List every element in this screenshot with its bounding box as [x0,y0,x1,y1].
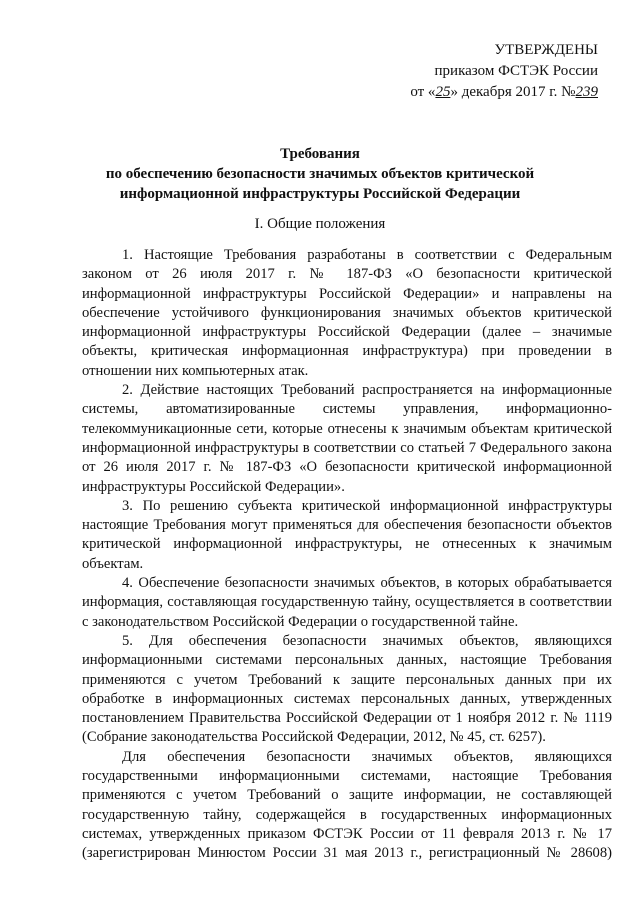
approval-order: приказом ФСТЭК России [434,63,598,79]
document-title [60,144,580,204]
date-prefix: от « [410,84,436,100]
paragraph-5-continued: Для обеспечения безопасности значимых объектов, являющихся государственными информационными системами, настоящие Требования применяются с учетом Требований о защите информации, не составляющей государственную тайну, содержащейся в государственных информационных системах, утвержденных приказом ФСТЭК России от 11 февраля 2013 г. № 17 (зарегистрирован Минюстом России 31 мая 2013 г., регистрационный № 28608) [82,748,612,862]
paragraph-5: 5. Для обеспечения безопасности значимых объектов, являющихся информационными системами персональных данных, настоящие Требования применяются с учетом Требований к защите персональных данных при их обработке в информационных системах персональных данных, утвержденных постановлением Правительства Российской Федерации от 1 ноября 2012 г. № 1119 (Собрание законодательства Российской Федерации, 2012, № 45, ст. 6257). [82,632,612,746]
title-line-2: по обеспечению безопасности значимых объектов критической [105,166,535,182]
handwritten-day: 25 [435,84,451,100]
paragraph-3: 3. По решению субъекта критической информационной инфраструктуры настоящие Требования могут применяться для обеспечения безопасности объектов критической информационной инфраструктуры, не отнесенных к значимым объектам. [82,497,612,572]
title-line-1: Требования [280,146,360,162]
paragraph-2: 2. Действие настоящих Требований распространяется на информационные системы, автоматизированные системы управления, информационно-телекоммуникационные сети, которые отнесены к значимым объектам критической информационной инфраструктуры в соответствии со статьей 7 Федерального закона от 26 июля 2017 г. № 187-ФЗ «О безопасности критической информационной инфраструктуры Российской Федерации». [82,382,612,495]
approval-title: УТВЕРЖДЕНЫ [494,42,598,58]
handwritten-number: 239 [575,84,598,100]
approval-date [338,82,598,103]
date-middle: » декабря 2017 г. № [450,84,576,100]
approval-stamp [338,40,598,103]
document-body [82,246,612,864]
paragraph-1: 1. Настоящие Требования разработаны в соответствии с Федеральным законом от 26 июля 2017 г. № 187-ФЗ «О безопасности критической информационной инфраструктуры Российской Федерации» и направлены на обеспечение устойчивого функционирования значимых объектов критической информационной инфраструктуры Российской Федерации (далее – значимые объекты, критическая информационная инфраструктура) при проведении в отношении них компьютерных атак. [82,247,612,379]
paragraph-4: 4. Обеспечение безопасности значимых объектов, в которых обрабатывается информация, составляющая государственную тайну, осуществляется в соответствии с законодательством Российской Федерации о государственной тайне. [82,575,612,630]
title-line-3: информационной инфраструктуры Российской Федерации [119,186,521,202]
section-heading: I. Общие положения [254,216,386,232]
